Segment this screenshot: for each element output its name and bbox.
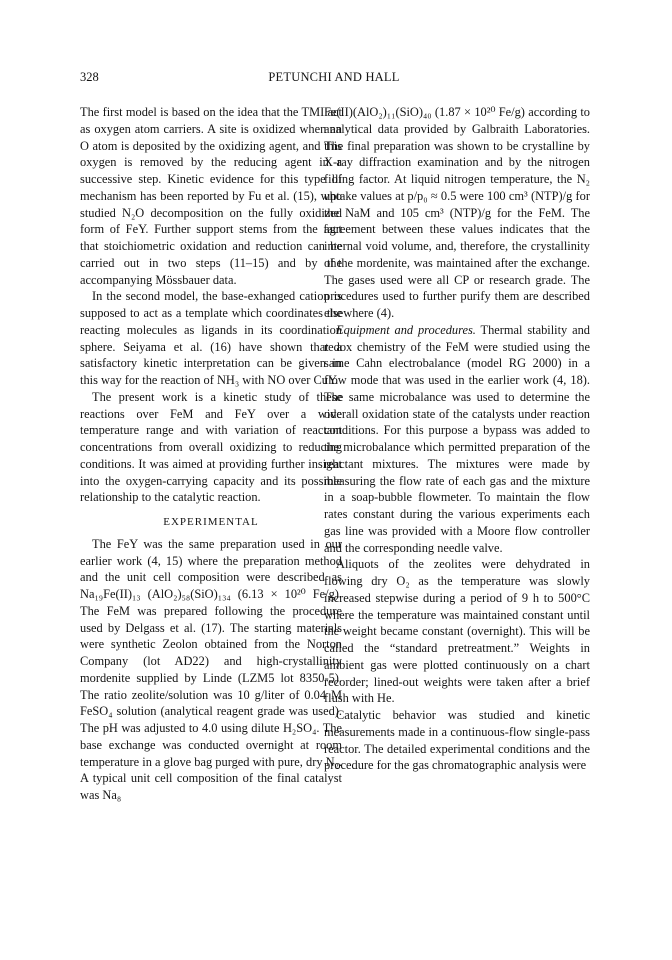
paragraph-equipment [324, 322, 590, 557]
paragraph-aliquots: Aliquots of the zeolites were dehydrated in flowing dry O₂ as the temperature was slowly increased stepwise during a period of 9 h to 500°C where the temperature was maintained constant until the weight became constant (overnight). This will be called the “standard pretreatment.” Weights in ambient gas were plotted continuously on a chart recorder; lined-out weights were taken after a brief flush with He. [324, 557, 590, 706]
paragraph-second-model: In the second model, the base-exhanged cation is supposed to act as a template which coordinates the reacting molecules as ligands in its coordination sphere. Seiyama et al. (16) have shown that a satisfactory kinetic interpretation can be given in this way for the reaction of NH₃ with NO over CuY. [80, 289, 342, 387]
paragraph-first-model: The first model is based on the idea that the TMI act as oxygen atom carriers. A site is oxidized when an O atom is deposited by the oxidizing agent, and this oxygen is removed by the reducing agent in a successive step. Kinetic evidence for this type of mechanism has been reported by Fu et al. (15), who studied N₂O decomposition on the fully oxidized form of FeY. Further support stems from the fact that stoichiometric oxidation and reduction can be carried out in two steps (11–15) and by the accompanying Mössbauer data. [80, 105, 342, 287]
running-title: PETUNCHI AND HALL [268, 70, 400, 84]
paragraph-fey-preparation: The FeY was the same preparation used in our earlier work (4, 15) where the preparation method and the unit cell composition were described as Na₁₉Fe(II)₁₃ (AlO₂)₅₈(SiO)₁₃₄ (6.13 × 10²⁰ Fe/g). The FeM was prepared following the procedure used by Delgass et al. (17). The starting materials were synthetic Zeolon obtained from the Norton Company (lot AD22) and high-crystallinity mordenite supplied by Linde (LZM5 lot 8350-5). The ratio zeolite/solution was 10 g/liter of 0.04 M FeSO₄ solution (analytical reagent grade was used). The pH was adjusted to 4.0 using dilute H₂SO₄. The base exchange was conducted overnight at room temperature in a glove bag purged with pure, dry N₂. A typical unit cell composition of the final catalyst was Na₈ [80, 536, 342, 802]
page-number: 328 [80, 70, 99, 84]
paragraph-present-work: The present work is a kinetic study of these reactions over FeM and FeY over a wide temperature range and with variation of reactant concentrations from overall oxidizing to reducing conditions. It was aimed at providing further insight into the oxygen-carrying capacity and its possible relationship to the catalytic reaction. [80, 389, 342, 505]
section-heading-experimental: EXPERIMENTAL [163, 516, 259, 528]
subsection-heading-equipment: Equipment and procedures. [336, 322, 476, 337]
right-column [324, 104, 590, 774]
paragraph-equipment-body: Thermal stability and redox chemistry of the FeM were studied using the same Cahn electrobalance (model RG 2000) in a flow mode that was used in the earlier work (4, 18). The same microbalance was used to determine the overall oxidation state of the catalysts under reaction conditions. For this purpose a bypass was added to the microbalance which permitted preparation of the reactant mixtures. The mixtures were made by measuring the flow rate of each gas and the mixture in a soap-bubble flowmeter. To maintain the flow rates constant during the various experiments each gas line was provided with a Moore flow controller and the corresponding needle valve. [324, 322, 590, 555]
paragraph-catalytic-behavior: Catalytic behavior was studied and kinetic measurements made in a continuous-flow single-pass reactor. The detailed experimental conditions and the procedure for the gas chromatographic analysis were [324, 708, 590, 773]
page-header [80, 70, 588, 86]
paragraph-composition-continued: Fe(II)(AlO₂)₁₁(SiO)₄₀ (1.87 × 10²⁰ Fe/g) according to analytical data provided by Galbraith Laboratories. The final preparation was shown to be crystalline by X-ray diffraction examination and by the nitrogen filling factor. At liquid nitrogen temperature, the N₂ uptake values at p/p₀ ≈ 0.5 were 100 cm³ (NTP)/g for the NaM and 105 cm³ (NTP)/g for the FeM. The agreement between these values indicates that the internal void volume, and, therefore, the crystallinity of the mordenite, was maintained after the exchange. The gases used were all CP or research grade. The procedures used to further purify them are described elsewhere (4). [324, 105, 590, 320]
left-column [80, 104, 342, 804]
